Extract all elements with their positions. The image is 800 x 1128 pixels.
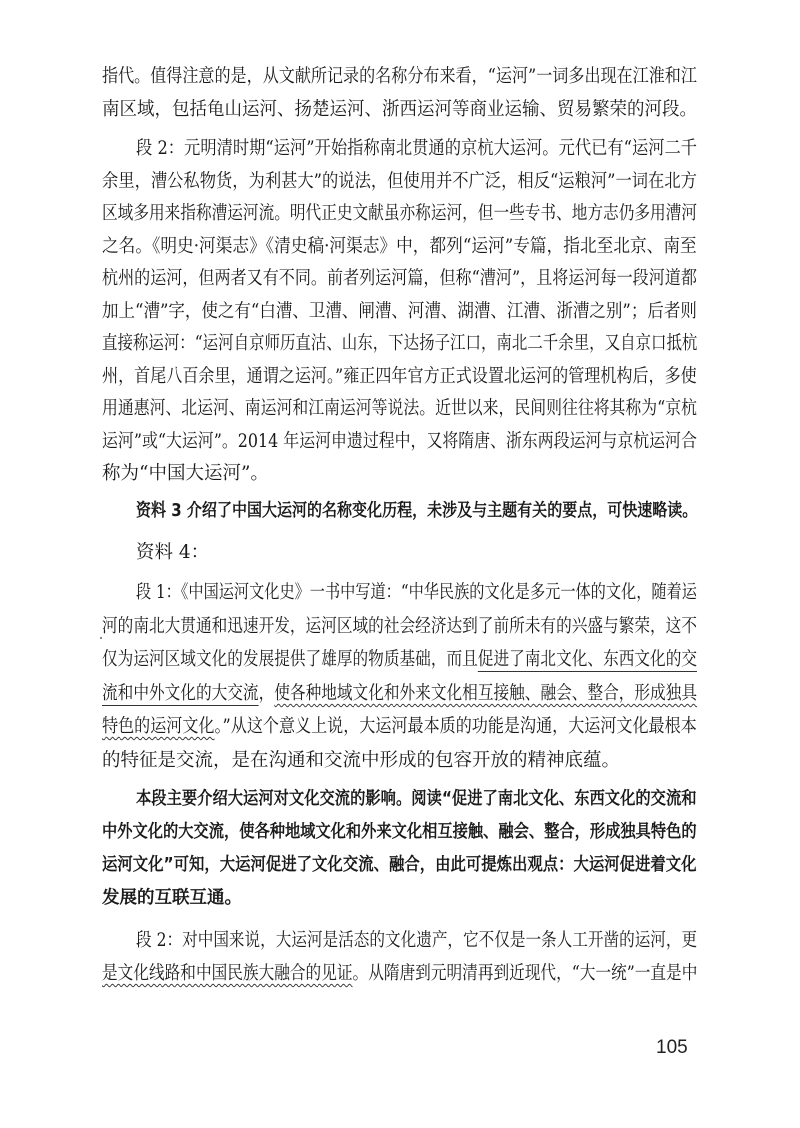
text-line: 段 2：元明清时期“运河”开始指称南北贯通的京杭大运河。元代已有“运河二千: [136, 138, 698, 159]
text-line: 的特征是交流，是在沟通和交流中形成的包容开放的精神底蕴。: [102, 750, 621, 771]
text-line: 运河文化”可知，大运河促进了文化交流、融合，由此可提炼出观点：大运河促进着文化: [102, 855, 697, 875]
text-line: 用通惠河、北运河、南运河和江南运河等说法。近世以来，民间则往往将其称为“京杭: [102, 398, 697, 419]
text-line: 资料 4：: [136, 542, 210, 563]
text-line: 发展的互联互通。: [102, 888, 242, 908]
text-segment: 。从隋唐到元明清再到近现代，“大一统”一直是中: [352, 963, 698, 984]
text-line: 段 1：《中国运河文化史》一书中写道：“中华民族的文化是多元一体的文化，随着运: [136, 582, 697, 603]
text-segment: ，: [258, 683, 275, 704]
text-line: [102, 961, 697, 987]
text-line: 南区域，包括龟山运河、扬楚运河、浙西运河等商业运输、贸易繁荣的河段。: [102, 99, 698, 120]
text-segment: 仅为运河区域文化的发展提供了雄厚的物质基础，而且: [102, 649, 478, 670]
underlined-text: 促进了南北文化、东西文化的交: [477, 649, 698, 670]
text-line: 运河”或“大运河”。2014 年运河申遗过程中，又将隋唐、浙东两段运河与京杭运河合: [102, 431, 697, 452]
text-line: [102, 714, 697, 740]
text-line: 段 2：对中国来说，大运河是活态的文化遗产，它不仅是一条人工开凿的运河，更: [136, 930, 698, 951]
text-line: 杭州的运河，但两者又有不同。前者列运河篇，但称“漕河”，且将运河每一段河道都: [102, 268, 697, 289]
text-line: 资料 3 介绍了中国大运河的名称变化历程，未涉及与主题有关的要点，可快速略读。: [136, 501, 698, 521]
text-line: 之名。《明史·河渠志》《清史稿·河渠志》中，都列“运河”专篇，指北至北京、南至: [102, 236, 697, 257]
text-line: 河的南北大贯通和迅速开发，运河区域的社会经济达到了前所未有的兴盛与繁荣，这不: [102, 616, 698, 637]
text-line: 本段主要介绍大运河对文化交流的影响。阅读“促进了南北文化、东西文化的交流和: [136, 789, 697, 809]
wavy-underlined-text: 使各种地域文化和外来文化相互接触、融会、整合，形成独具: [274, 683, 698, 704]
text-line: [102, 647, 697, 673]
text-line: 指代。值得注意的是，从文献所记录的名称分布来看，“运河”一词多出现在江淮和江: [102, 66, 697, 87]
text-line: 直接称运河：“运河自京师历直沽、山东，下达扬子江口，南北二千余里，又自京口抵杭: [102, 333, 698, 354]
text-segment: 。”从这个意义上说，大运河最本质的功能是沟通，大运河文化最根本: [214, 716, 697, 737]
wavy-underlined-text: 是文化线路和中国民族大融合的见证: [102, 963, 353, 984]
text-line: 加上“漕”字，使之有“白漕、卫漕、闸漕、河漕、湖漕、江漕、浙漕之别”；后者则: [102, 301, 697, 322]
text-line: 区域多用来指称漕运河流。明代正史文献虽亦称运河，但一些专书、地方志仍多用漕河: [102, 203, 698, 224]
text-line: 余里，漕公私物货，为利甚大”的说法，但使用并不广泛，相反“运粮河”一词在北方: [102, 171, 697, 192]
underlined-text: 流和中外文化的大交流: [102, 683, 259, 704]
wavy-underlined-text: 特色的运河文化: [102, 716, 215, 737]
text-line: 称为“中国大运河”。: [102, 463, 269, 484]
text-line: [102, 681, 697, 707]
page-number: 105: [656, 1037, 688, 1058]
text-line: 中外文化的大交流，使各种地域文化和外来文化相互接触、融会、整合，形成独具特色的: [102, 822, 697, 842]
text-line: 州，首尾八百余里，通谓之运河。”雍正四年官方正式设置北运河的管理机构后，多使: [102, 366, 697, 387]
